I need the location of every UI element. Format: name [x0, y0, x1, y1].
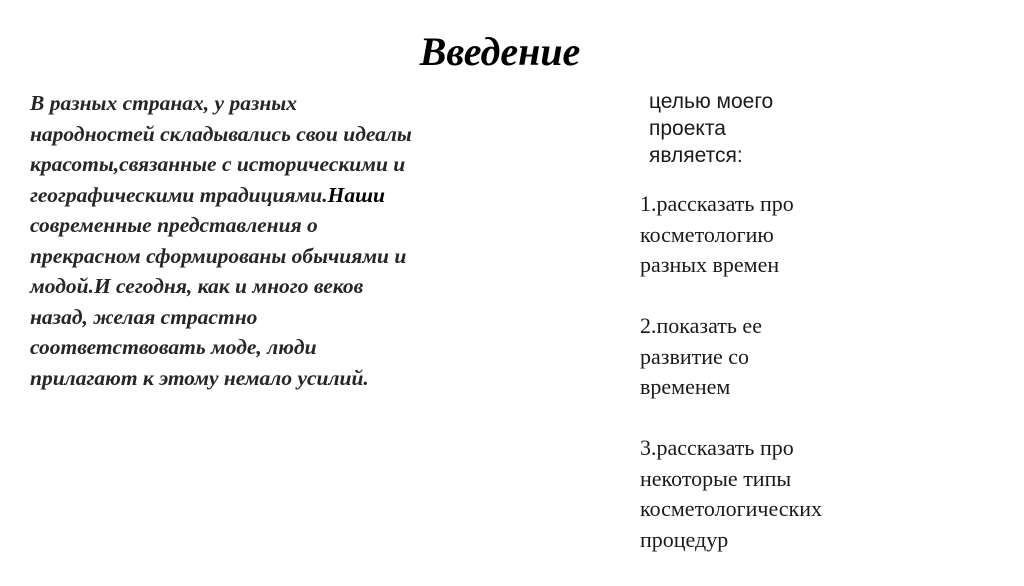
goal-lead-text: целью моего проекта является:: [649, 90, 774, 167]
intro-emphasis: Наши: [327, 182, 385, 207]
goal-item-1: 1.рассказать про косметологию разных времен: [640, 191, 794, 277]
intro-text-part1: В разных странах, у разных народностей складывались свои идеалы красоты,связанные с историческими и географическими традициями.: [30, 91, 412, 207]
intro-paragraph: [30, 88, 420, 393]
goal-item-2: 2.показать ее развитие со временем: [640, 313, 762, 399]
intro-text-part2: современные представления о прекрасном сформированы обычиями и модой.И сегодня, как и много веков назад, желая страстно соответствовать моде, люди прилагают к этому немало усилий.: [30, 213, 407, 390]
goal-list: [640, 189, 940, 586]
goal-item-3: 3.рассказать про некоторые типы косметологических процедур: [640, 435, 822, 552]
slide-title: Введение: [419, 29, 581, 74]
